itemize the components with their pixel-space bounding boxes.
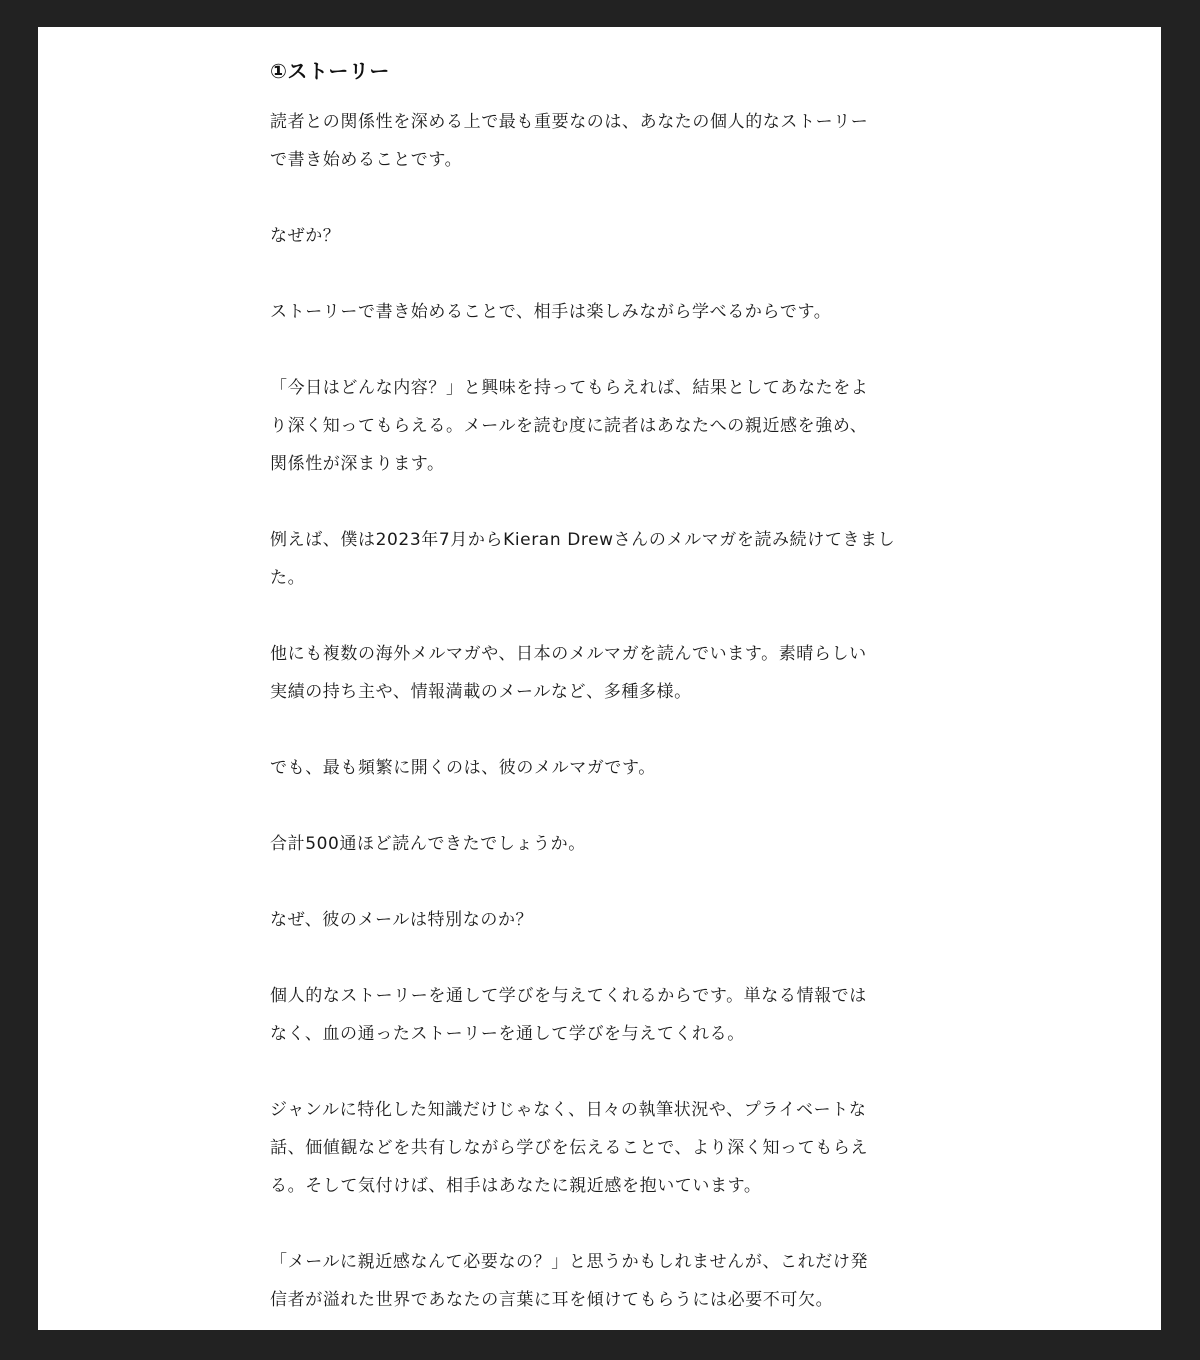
article-body — [270, 57, 930, 1330]
paragraph: なぜか？ — [270, 226, 341, 246]
paragraph: 他にも複数の海外メルマガや、日本のメルマガを読んでいます。素晴らしい 実績の持ち主や、情報満載のメールなど、多種多様。 — [270, 644, 867, 702]
paragraph: 合計500通ほど読んできたでしょうか。 — [270, 834, 586, 854]
paragraph: 「今日はどんな内容？」と興味を持ってもらえれば、結果としてあなたをよ り深く知ってもらえる。メールを読む度に読者はあなたへの親近感を強め、 関係性が深まります。 — [270, 378, 869, 474]
paragraph: 例えば、僕は2023年7月からKieran Drewさんのメルマガを読み続けてきまし た。 — [270, 530, 896, 588]
paragraph: ジャンルに特化した知識だけじゃなく、日々の執筆状況や、プライベートな 話、価値観などを共有しながら学びを伝えることで、より深く知ってもらえ る。そして気付けば、相手はあなたに親近感を抱いています。 — [270, 1100, 869, 1196]
paragraph: なぜ、彼のメールは特別なのか？ — [270, 910, 534, 930]
document-page — [38, 27, 1161, 1330]
paragraph: 個人的なストーリーを通して学びを与えてくれるからです。単なる情報では なく、血の通ったストーリーを通して学びを与えてくれる。 — [270, 986, 867, 1044]
section-heading: ①ストーリー — [270, 59, 390, 83]
paragraph: 「メールに親近感なんて必要なの？」と思うかもしれませんが、これだけ発 信者が溢れた世界であなたの言葉に耳を傾けてもらうには必要不可欠。 — [270, 1252, 869, 1310]
paragraph: ストーリーで書き始めることで、相手は楽しみながら学べるからです。 — [270, 302, 832, 322]
paragraph: でも、最も頻繁に開くのは、彼のメルマガです。 — [270, 758, 656, 778]
paragraph: 読者との関係性を深める上で最も重要なのは、あなたの個人的なストーリー で書き始めることです。 — [270, 112, 869, 170]
